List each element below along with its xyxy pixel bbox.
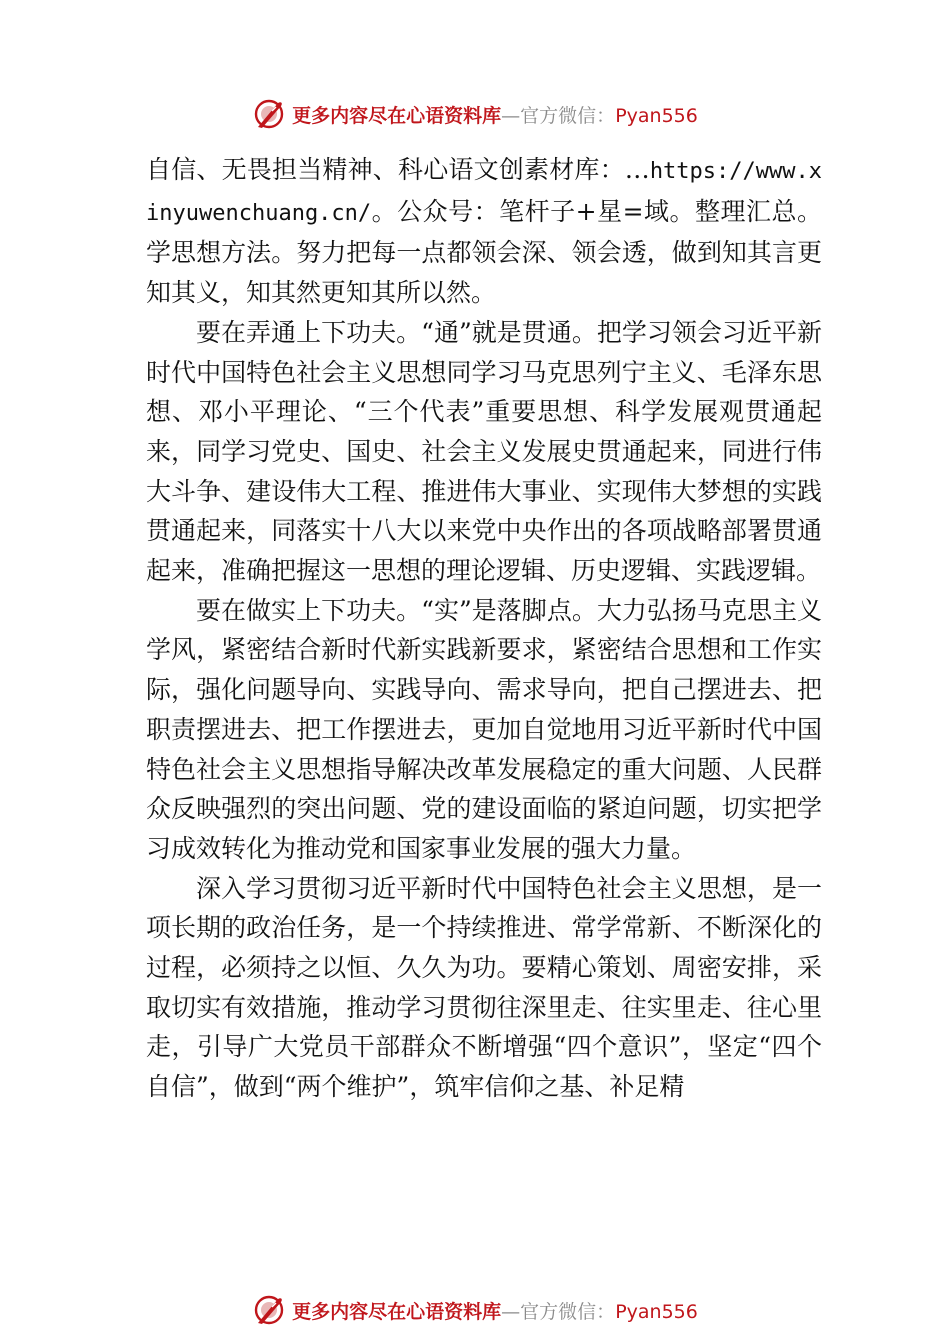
paragraph-1-part-a: 自信、无畏担当精神、科心语文创素材库：… bbox=[146, 155, 650, 184]
paragraph-1-part-b: 。公众号：笔杆子+星=域。整理汇总。学思想方法。努力把每一点都领会深、领会透，做到知其言更知其义，知其然更知其所以然。 bbox=[146, 196, 822, 308]
header-handle: Pyan556 bbox=[615, 104, 698, 127]
footer-banner-inner bbox=[252, 1293, 698, 1327]
paragraph-1 bbox=[146, 150, 822, 313]
paragraph-2: 要在弄通上下功夫。“通”就是贯通。把学习领会习近平新时代中国特色社会主义思想同学习马克思列宁主义、毛泽东思想、邓小平理论、“三个代表”重要思想、科学发展观贯通起来，同学习党史、国史、社会主义发展史贯通起来，同进行伟大斗争、建设伟大工程、推进伟大事业、实现伟大梦想的实践贯通起来，同落实十八大以来党中央作出的各项战略部署贯通起来，准确把握这一思想的理论逻辑、历史逻辑、实践逻辑。 bbox=[146, 317, 822, 586]
document-body bbox=[146, 150, 822, 1107]
footer-banner bbox=[0, 1290, 950, 1330]
header-official-label: 官方微信： bbox=[520, 104, 616, 127]
header-dash: — bbox=[501, 104, 521, 127]
quill-pen-logo-icon bbox=[252, 97, 286, 131]
header-brand-text: 更多内容尽在心语资料库 bbox=[292, 104, 502, 127]
footer-text bbox=[292, 1297, 698, 1324]
paragraph-1-url: https://www.xinyuwenchuang.cn/ bbox=[146, 159, 822, 226]
quill-pen-logo-icon bbox=[252, 1293, 286, 1327]
footer-handle: Pyan556 bbox=[615, 1300, 698, 1323]
header-text bbox=[292, 101, 698, 128]
paragraph-3: 要在做实上下功夫。“实”是落脚点。大力弘扬马克思主义学风，紧密结合新时代新实践新要求，紧密结合思想和工作实际，强化问题导向、实践导向、需求导向，把自己摆进去、把职责摆进去、把工作摆进去，更加自觉地用习近平新时代中国特色社会主义思想指导解决改革发展稳定的重大问题、人民群众反映强烈的突出问题、党的建设面临的紧迫问题，切实把学习成效转化为推动党和国家事业发展的强大力量。 bbox=[146, 595, 822, 863]
footer-brand-text: 更多内容尽在心语资料库 bbox=[292, 1300, 502, 1323]
paragraph-4: 深入学习贯彻习近平新时代中国特色社会主义思想，是一项长期的政治任务，是一个持续推进、常学常新、不断深化的过程，必须持之以恒、久久为功。要精心策划、周密安排，采取切实有效措施，推动学习贯彻往深里走、往实里走、往心里走，引导广大党员干部群众不断增强“四个意识”，坚定“四个自信”，做到“两个维护”，筑牢信仰之基、补足精 bbox=[146, 873, 822, 1102]
footer-official-label: 官方微信： bbox=[520, 1300, 616, 1323]
header-banner bbox=[0, 94, 950, 134]
footer-dash: — bbox=[501, 1300, 521, 1323]
header-banner-inner bbox=[252, 97, 698, 131]
